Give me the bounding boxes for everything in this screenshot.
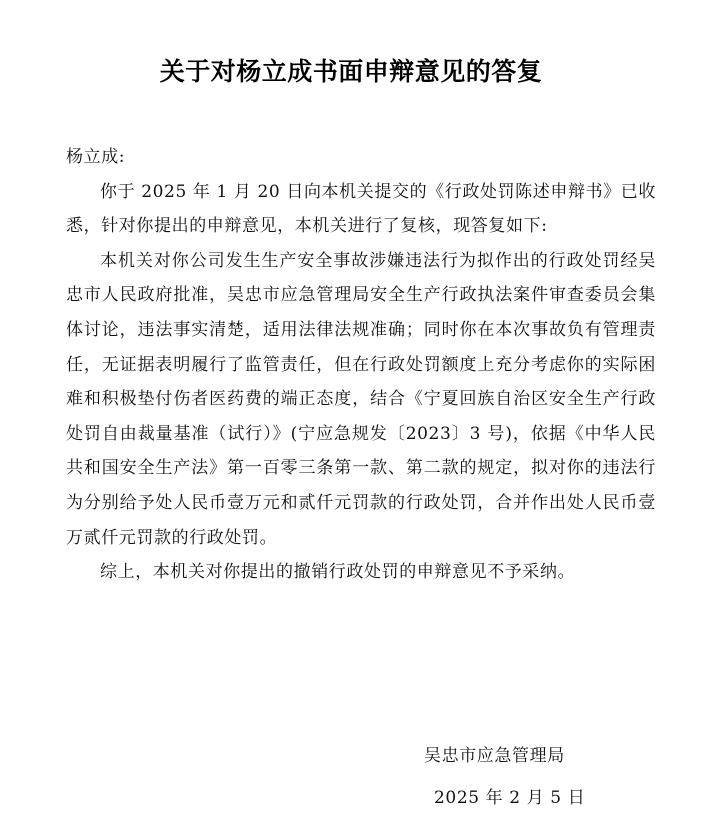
paragraph-decision: 本机关对你公司发生生产安全事故涉嫌违法行为拟作出的行政处罚经吴忠市人民政府批准，吴忠市应急管理局安全生产行政执法案件审查委员会集体讨论，违法事实清楚，适用法律法规准确；同时你在本次事故负有管理责任，无证据表明履行了监管责任，但在行政处罚额度上充分考虑你的实际困难和积极垫付伤者医药费的端正态度，结合《宁夏回族自治区安全生产行政处罚自由裁量基准（试行）》(宁应急规发〔2023〕3 号)，依据《中华人民共和国安全生产法》第一百零三条第一款、第二款的规定，拟对你的违法行为分别给予处人民币壹万元和贰仟元罚款的行政处罚，合并作出处人民币壹万贰仟元罚款的行政处罚。	[66, 250, 656, 548]
paragraph-conclusion: 综上，本机关对你提出的撤销行政处罚的申辩意见不予采纳。	[100, 562, 576, 583]
paragraph-intro: 你于 2025 年 1 月 20 日向本机关提交的《行政处罚陈述申辩书》已收悉，针对你提出的申辩意见，本机关进行了复核，现答复如下:	[66, 181, 656, 237]
signature-date: 2025 年 2 月 5 日	[434, 788, 586, 808]
document-title: 关于对杨立成书面申辩意见的答复	[159, 57, 543, 86]
signature-block	[400, 735, 620, 819]
document-body	[66, 140, 656, 590]
signature-organization: 吴忠市应急管理局	[424, 746, 565, 766]
salutation: 杨立成:	[66, 147, 126, 167]
